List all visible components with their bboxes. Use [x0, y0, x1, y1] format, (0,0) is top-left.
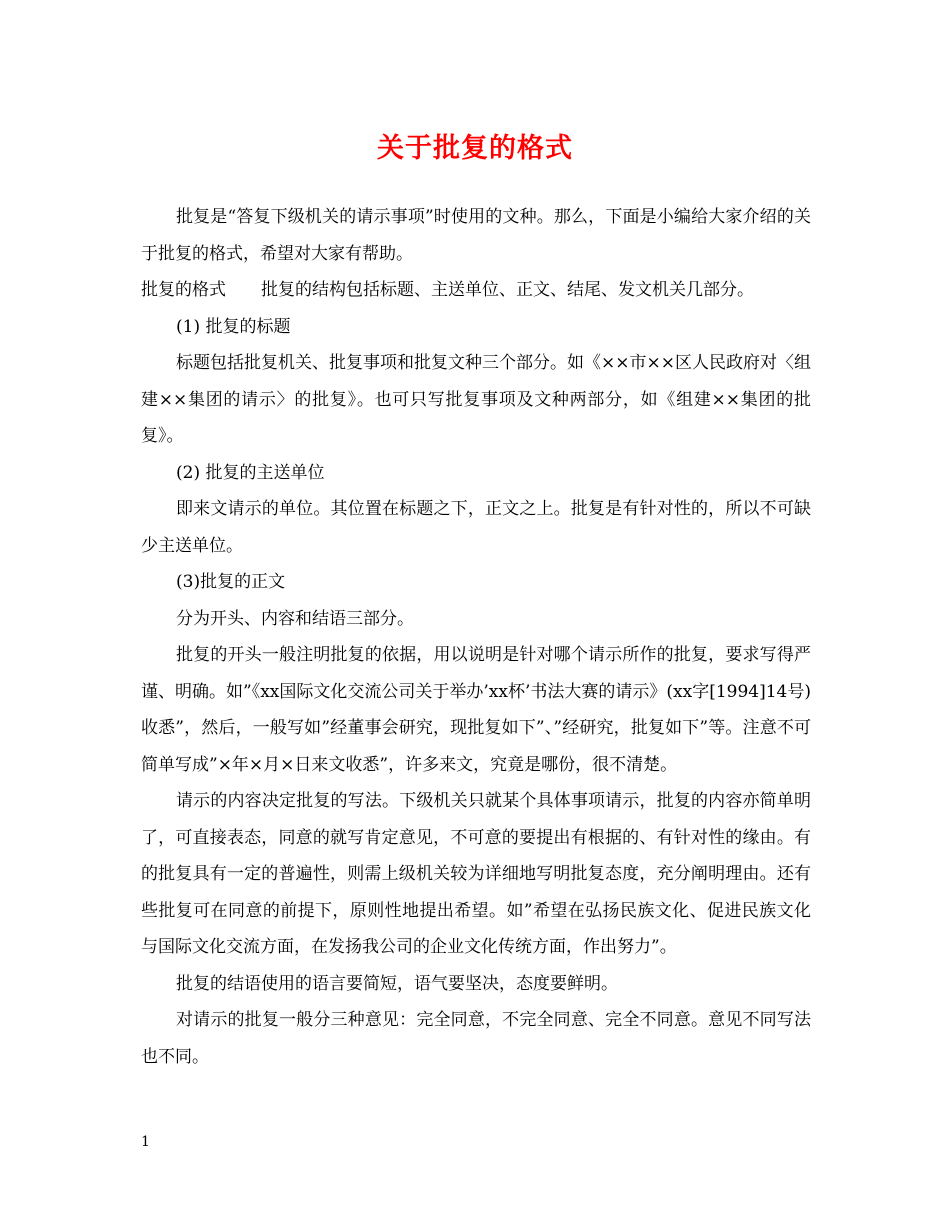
section3-paragraph-1: 分为开头、内容和结语三部分。	[176, 608, 414, 629]
page-number: 1	[141, 1134, 150, 1150]
section3-paragraph-2: 批复的开头一般注明批复的依据，用以说明是针对哪个请示所作的批复，要求写得严谨、明确。如”《xx国际文化交流公司关于举办’xx杯’书法大赛的请示》(xx字[1994]14号)收悉”，然后，一般写如”经董事会研究，现批复如下”、”经研究，批复如下”等。注意不可简单写成”×年×月×日来文收悉”，许多来文，究竟是哪份，很不清楚。	[141, 645, 811, 775]
format-label: 批复的格式	[141, 280, 226, 300]
format-paragraph	[141, 272, 811, 309]
section2-paragraph: 即来文请示的单位。其位置在标题之下，正文之上。批复是有针对性的，所以不可缺少主送单位。	[141, 499, 811, 556]
format-text: 批复的结构包括标题、主送单位、正文、结尾、发文机关几部分。	[261, 280, 754, 300]
section1-heading: (1) 批复的标题	[176, 316, 291, 337]
section2-heading: (2) 批复的主送单位	[176, 462, 325, 483]
document-title: 关于批复的格式	[377, 133, 573, 164]
document-body	[141, 199, 811, 1075]
intro-paragraph: 批复是“答复下级机关的请示事项”时使用的文种。那么，下面是小编给大家介绍的关于批复的格式，希望对大家有帮助。	[141, 207, 811, 264]
section3-paragraph-3: 请示的内容决定批复的写法。下级机关只就某个具体事项请示，批复的内容亦简单明了，可直接表态，同意的就写肯定意见，不可意的要提出有根据的、有针对性的缘由。有的批复具有一定的普遍性，则需上级机关较为详细地写明批复态度，充分阐明理由。还有些批复可在同意的前提下，原则性地提出希望。如”希望在弘扬民族文化、促进民族文化与国际文化交流方面，在发扬我公司的企业文化传统方面，作出努力”。	[141, 791, 811, 957]
section1-paragraph: 标题包括批复机关、批复事项和批复文种三个部分。如《××市××区人民政府对〈组建××集团的请示〉的批复》。也可只写批复事项及文种两部分，如《组建××集团的批复》。	[141, 353, 811, 446]
section3-paragraph-5: 对请示的批复一般分三种意见：完全同意，不完全同意、完全不同意。意见不同写法也不同。	[141, 1010, 811, 1067]
section3-paragraph-4: 批复的结语使用的语言要简短，语气要坚决，态度要鲜明。	[176, 973, 618, 994]
section3-heading: (3)批复的正文	[176, 572, 286, 592]
